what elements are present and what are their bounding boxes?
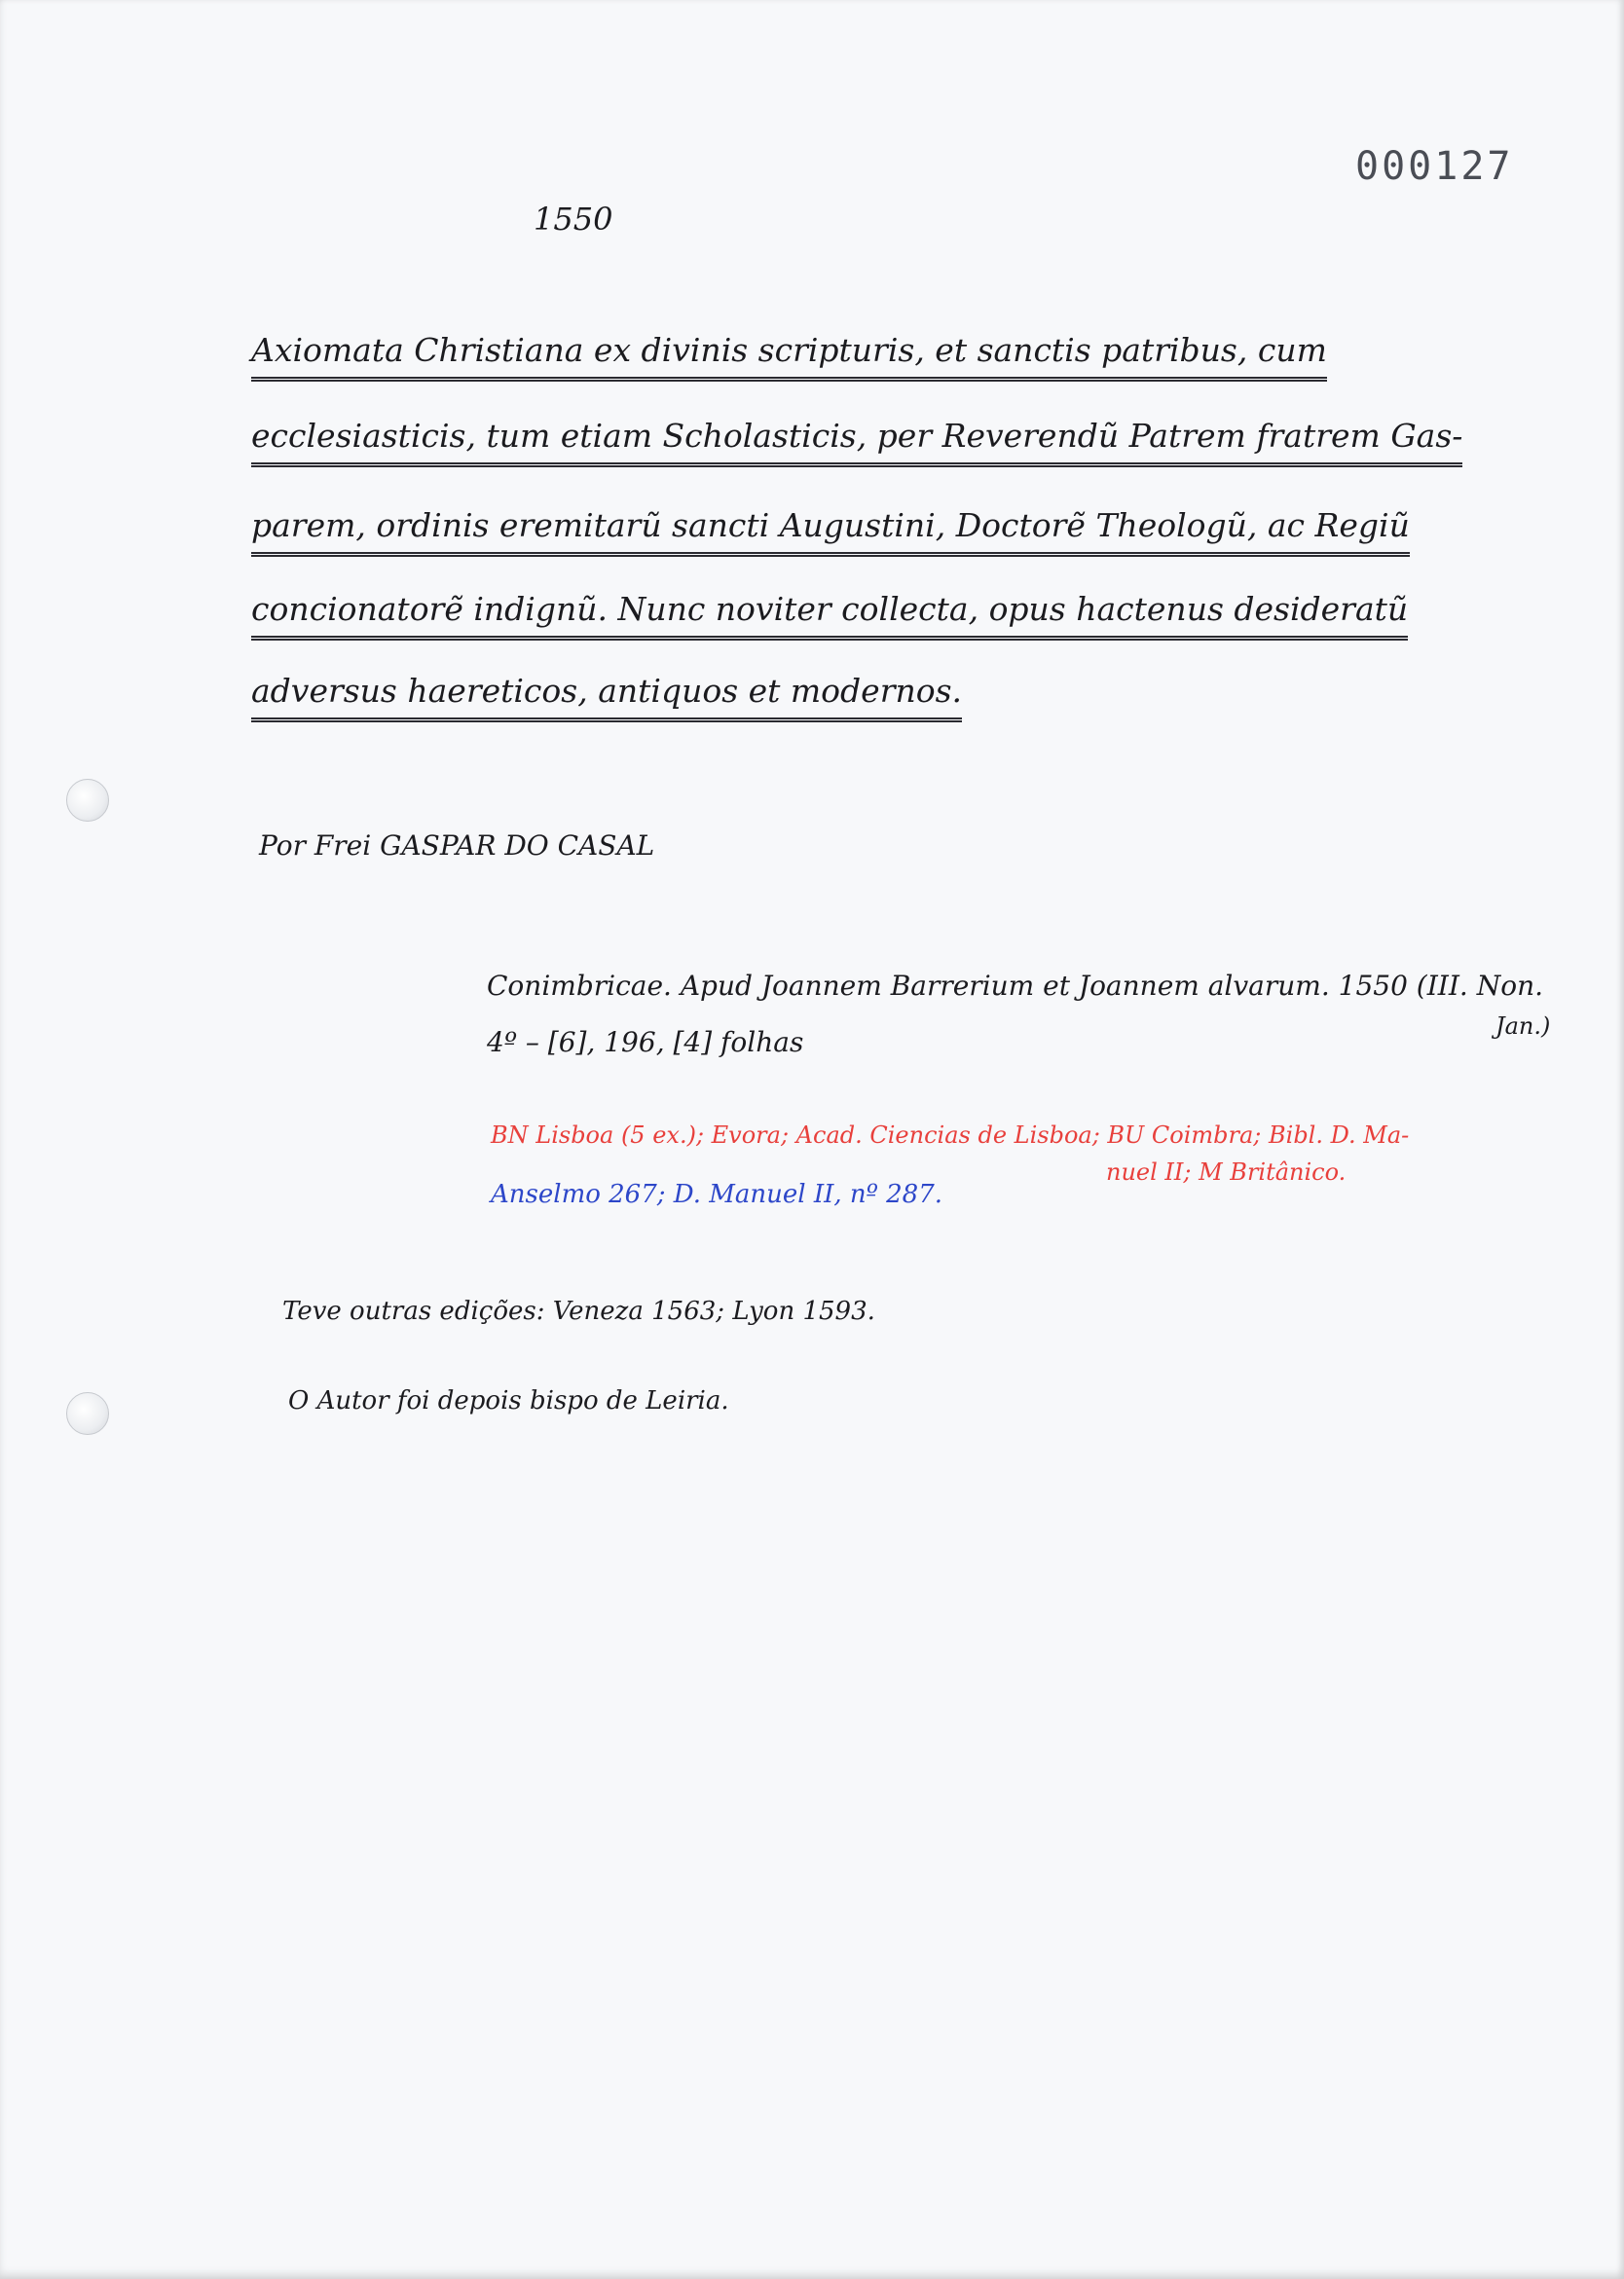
title-line-4: concionatorẽ indignũ. Nunc noviter collecta, opus hactenus desideratũ: [251, 590, 1408, 641]
author-line: Por Frei GASPAR DO CASAL: [259, 829, 655, 862]
imprint-date-continuation: Jan.): [1495, 1012, 1551, 1040]
author-note: O Autor foi depois bispo de Leiria.: [288, 1386, 729, 1415]
publication-year: 1550: [534, 201, 613, 238]
imprint-line: Conimbricae. Apud Joannem Barrerium et Joannem alvarum. 1550 (III. Non.: [487, 970, 1543, 1002]
record-number-stamp: 000127: [1355, 144, 1514, 189]
title-line-2: ecclesiasticis, tum etiam Scholasticis, per Reverendũ Patrem fratrem Gas-: [251, 417, 1462, 467]
holdings-line-1: BN Lisboa (5 ex.); Evora; Acad. Ciencias de Lisboa; BU Coimbra; Bibl. D. Ma-: [491, 1121, 1410, 1149]
title-line-5: adversus haereticos, antiquos et modernos.: [251, 672, 962, 722]
holdings-line-2: nuel II; M Britânico.: [1106, 1158, 1347, 1186]
punch-hole-bottom: [66, 1392, 109, 1435]
title-line-1: Axiomata Christiana ex divinis scripturis, et sanctis patribus, cum: [251, 331, 1327, 382]
collation-line: 4º – [6], 196, [4] folhas: [487, 1026, 804, 1058]
title-line-3: parem, ordinis eremitarũ sancti Augustini, Doctorẽ Theologũ, ac Regiũ: [251, 506, 1410, 557]
punch-hole-top: [66, 779, 109, 822]
other-editions-note: Teve outras edições: Veneza 1563; Lyon 1593.: [282, 1297, 875, 1326]
bibliographic-references: Anselmo 267; D. Manuel II, nº 287.: [491, 1180, 943, 1209]
